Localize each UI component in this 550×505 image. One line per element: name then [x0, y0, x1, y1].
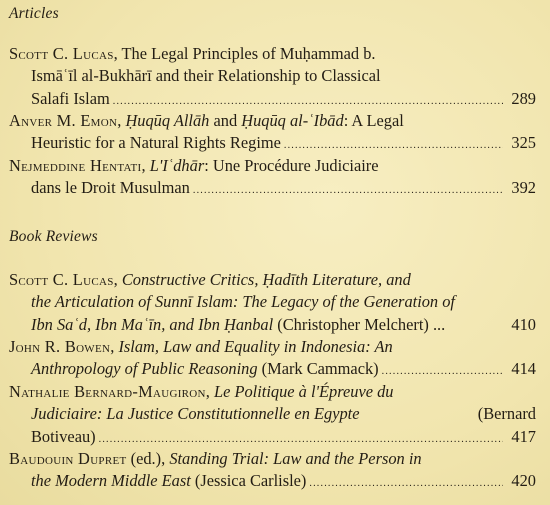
title: Ḥuqūq Allāh [125, 111, 210, 130]
title: , The Legal Principles of Muḥammad b. [113, 44, 376, 63]
author: Nejmeddine Hentati [9, 156, 142, 175]
reviewer: Botiveau) [31, 426, 96, 446]
author: Anver M. Emon [9, 111, 118, 130]
review-entry-bowen: John R. Bowen, Islam, Law and Equality in Indonesia: An Anthropology of Public Reasoning (Mark Cammack) ..... 414 [9, 336, 536, 384]
page-number: 417 [511, 426, 536, 446]
author: Nathalie Bernard-Maugiron [9, 382, 206, 401]
review-entry-bernard-maugiron: Nathalie Bernard-Maugiron, Le Politique à l'Épreuve du Judiciaire: La Justice Constitutionnelle en Egypte (Bernard Botiveau) ..... 417 [9, 381, 536, 451]
book-title: Le Politique à l'Épreuve du [213, 382, 394, 401]
review-entry-dupret: Baudouin Dupret (ed.), Standing Trial: Law and the Person in the Modern Middle East (Jessica Carlisle) ..... 420 [9, 448, 536, 496]
reviewer: (Mark Cammack) [257, 359, 379, 379]
title: : Une Procédure Judiciaire [204, 156, 379, 175]
article-entry-emon: Anver M. Emon, Ḥuqūq Allāh and Ḥuqūq al-ʿIbād: A Legal Heuristic for a Natural Rights Regime ..... 325 [9, 110, 536, 158]
book-title: Judiciaire: La Justice Constitutionnelle en Egypte [31, 404, 360, 424]
page-number: 414 [511, 359, 536, 379]
dot-leader [193, 180, 504, 202]
book-title: Constructive Critics, Ḥadīth Literature, and [121, 270, 411, 289]
reviewer: (Christopher Melchert) ... [273, 314, 446, 334]
title: Ismāʿīl al-Bukhārī and their Relationship to Classical [31, 66, 381, 86]
article-entry-lucas [9, 43, 536, 113]
book-title: Islam, Law and Equality in Indonesia: An [118, 337, 393, 356]
review-entry-lucas: Scott C. Lucas, Constructive Critics, Ḥadīth Literature, and the Articulation of Sunnī Islam: The Legacy of the Generation of Ibn Saʿd, Ibn Maʿīn, and Ibn Ḥanbal (Christopher Melchert) ... 410 [9, 269, 536, 336]
title: Salafi Islam [31, 88, 110, 108]
author: John R. Bowen [9, 337, 111, 356]
page-number: 289 [511, 88, 536, 108]
article-entry-hentati: Nejmeddine Hentati, L'Iʿdhār: Une Procédure Judiciaire dans le Droit Musulman ..... 392 [9, 155, 536, 203]
book-title: the Articulation of Sunnī Islam: The Legacy of the Generation of [31, 292, 455, 312]
book-title: Anthropology of Public Reasoning [31, 359, 258, 379]
page-number: 392 [511, 178, 536, 198]
author: Baudouin Dupret [9, 449, 127, 468]
reviewer: (Jessica Carlisle) [190, 471, 307, 491]
page-number: 410 [511, 314, 536, 334]
page-number: 325 [511, 133, 536, 153]
book-title: Ibn Saʿd, Ibn Maʿīn, and Ibn Ḥanbal [31, 314, 274, 334]
reviewer: (Bernard [477, 404, 536, 424]
title: L'Iʿdhār [149, 156, 205, 175]
page-number: 420 [511, 471, 536, 491]
title: : A Legal [343, 111, 404, 130]
title: Heuristic for a Natural Rights Regime [31, 133, 281, 153]
author: Scott C. Lucas [9, 270, 114, 289]
author: Scott C. Lucas [9, 44, 114, 63]
section-heading-book-reviews: Book Reviews [9, 228, 98, 245]
title: dans le Droit Musulman [31, 178, 190, 198]
title: Ḥuqūq al-ʿIbād [241, 111, 344, 130]
section-heading-articles: Articles [9, 5, 59, 22]
dot-leader [309, 473, 503, 495]
book-title: the Modern Middle East [31, 471, 191, 491]
book-title: Standing Trial: Law and the Person in [169, 449, 422, 468]
